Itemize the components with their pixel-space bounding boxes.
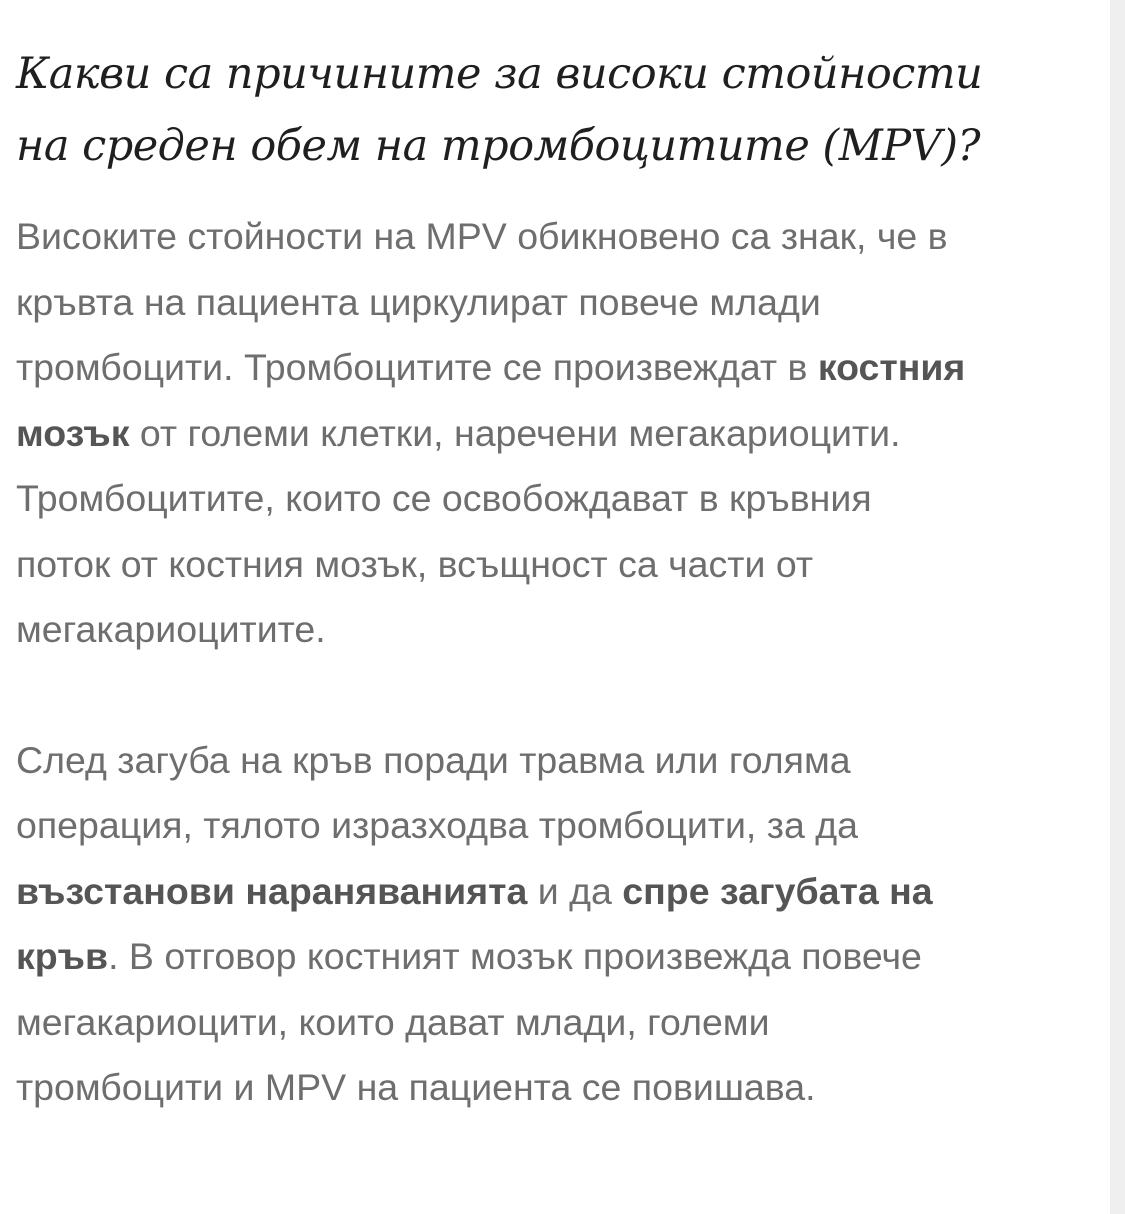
paragraph-line: След загуба на кръв поради травма или голяма	[16, 738, 851, 781]
paragraph-line: тромбоцити и MPV на пациента се повишава.	[16, 1066, 816, 1108]
bold-term-blood: кръв	[16, 935, 109, 977]
paragraph-mpv-explanation	[16, 204, 1110, 663]
paragraph-blood-loss	[16, 728, 1110, 1121]
bold-term-bone-marrow: костния	[817, 346, 966, 388]
paragraph-line: Високите стойности на MPV обикновено са знак, че в	[16, 215, 948, 257]
paragraph-line: операция, тялото изразходва тромбоцити, за да	[16, 804, 858, 846]
bold-term-restore-injuries: възстанови нараняванията	[16, 869, 528, 912]
heading-line: Какви са причините за високи стойности	[16, 49, 983, 99]
paragraph-line: мегакариоцитите.	[16, 608, 326, 650]
scrollbar-track[interactable]	[1110, 0, 1125, 1214]
article-heading	[16, 38, 1110, 182]
paragraph-line: кръвта на пациента циркулират повече млади	[16, 280, 821, 323]
paragraph-line: Тромбоцитите, които се освобождават в кръвния	[16, 477, 872, 519]
paragraph-line: мегакариоцити, които дават млади, големи	[16, 1000, 770, 1043]
paragraph-line	[16, 401, 1110, 467]
paragraph-line	[16, 924, 1110, 990]
bold-term-bone-marrow-cont: мозък	[16, 411, 130, 454]
paragraph-line	[16, 335, 1110, 401]
heading-line: на среден обем на тромбоцитите (MPV)?	[16, 121, 981, 171]
text-run: тромбоцити. Тромбоцитите се произвеждат в	[16, 346, 818, 388]
text-run: и да	[527, 869, 623, 912]
bold-term-stop-blood-loss: спре загубата на	[622, 869, 933, 912]
text-run: . В отговор костният мозък произвежда повече	[108, 935, 922, 977]
paragraph-line: поток от костния мозък, всъщност са части от	[16, 542, 814, 585]
text-run: от големи клетки, наречени мегакариоцити.	[129, 411, 901, 454]
paragraph-line	[16, 859, 1110, 925]
